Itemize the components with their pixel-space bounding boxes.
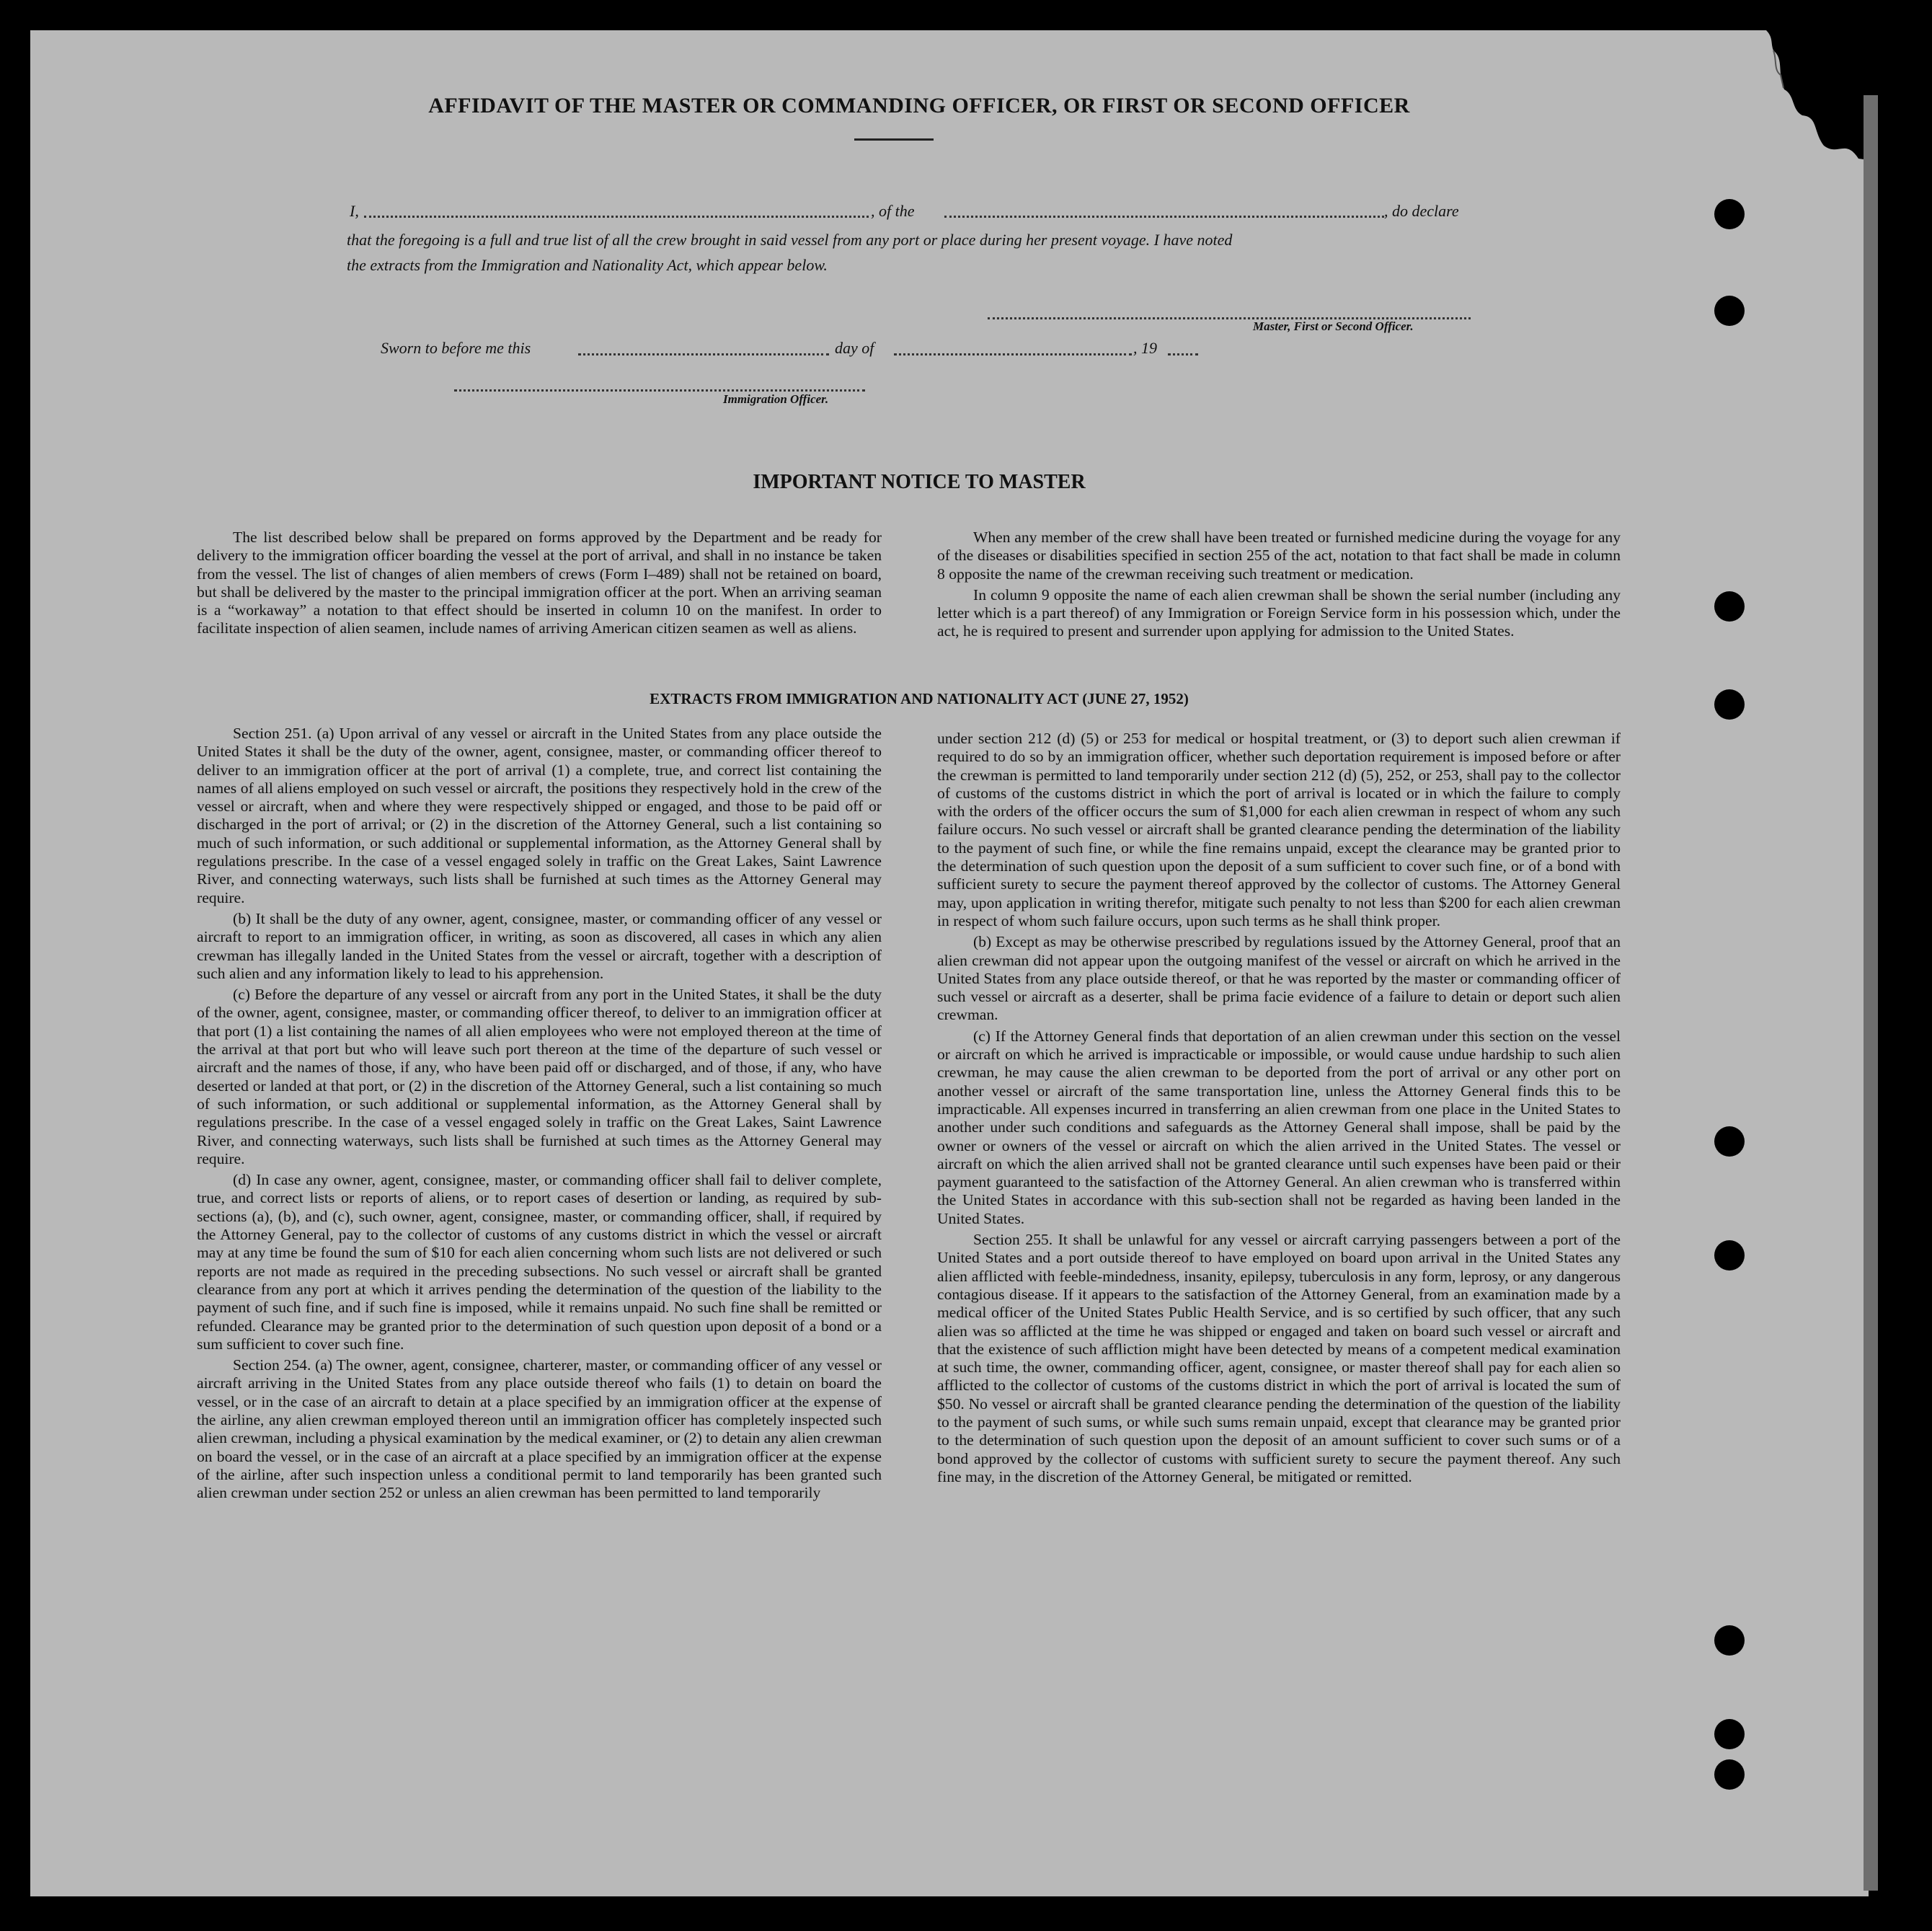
section-255: Section 255. It shall be unlawful for any vessel or aircraft carrying passengers between a port of the United States and a port outside thereof to have employed on board upon arrival in the United States any alien afflicted with feeble-mindedness, insanity, epilepsy, tuberculosis in any form, leprosy, or any dangerous contagious disease. If it appears to the satisfaction of the Attorney General, from an examination made by a medical officer of the United States Public Health Service, and is so certified by such officer, that any such alien was so afflicted at the time he was shipped or engaged and taken on board such vessel or aircraft and that the existence of such affliction might have been detected by means of a competent medical examination at such time, the owner, commanding officer, agent, consignee, or master thereof shall pay for each alien so afflicted to the collector of customs of the customs district in which the port of arrival is located the sum of $50. No vessel or aircraft shall be granted clearance pending the determination of the question of the liability to the payment of such sums, or while such sums remain unpaid, except that clearance may be granted prior to the determination of such question upon the deposit of an amount sufficient to cover such sums or of a bond approved by the collector of customs with sufficient surety to secure the payment thereof. Any such fine may, in the discretion of the Attorney General, be mitigated or remitted. bbox=[937, 1231, 1621, 1485]
extracts-title: EXTRACTS FROM IMMIGRATION AND NATIONALITY ACT (JUNE 27, 1952) bbox=[650, 690, 1189, 707]
affidavit-i: I, bbox=[350, 202, 359, 220]
punch-hole bbox=[1714, 296, 1745, 326]
punch-hole bbox=[1714, 1240, 1745, 1271]
vessel-line[interactable] bbox=[944, 216, 1384, 218]
punch-hole bbox=[1714, 199, 1745, 229]
section-254-c: (c) If the Attorney General finds that deportation of an alien crewman under this section on the vessel or aircraft on which he arrived is impracticable or impossible, or would cause undue hardship to such alien crewman, he may cause the alien crewman to be deported from the port of arrival or any other port on another vessel or aircraft of the same transportation line, unless the Attorney General finds this to be impracticable. All expenses incurred in transferring an alien crewman from one place in the United States to another under such conditions and safeguards as the Attorney General shall impose, shall be paid by the owner or owners of the vessel or aircraft on which the alien arrived in the United States. The vessel or aircraft on which the alien arrived shall not be granted clearance until such expenses have been paid or their payment guaranteed to the satisfaction of the Attorney General. An alien crewman who is transferred within the United States in accordance with this sub-section shall not be regarded as having been landed in the United States. bbox=[937, 1027, 1621, 1227]
notice-paragraph: The list described below shall be prepared on forms approved by the Department and be ready for delivery to the immigration officer boarding the vessel at the port of arrival, and shall in no instance be taken from the vessel. The list of changes of alien members of crews (Form I–489) shall not be retained on board, but shall be delivered by the master to the principal immigration officer at the port. When an arriving seaman is a “workaway” a notation to that effect should be inserted in column 10 on the manifest. In order to facilitate inspection of alien seamen, include names of arriving American citizen seamen as well as aliens. bbox=[197, 529, 882, 637]
officer-signature-line[interactable] bbox=[454, 389, 865, 392]
extracts-right-column bbox=[937, 730, 1621, 1489]
affidavit-of-the: , of the bbox=[871, 202, 915, 220]
section-254-a: Section 254. (a) The owner, agent, consignee, charterer, master, or commanding officer of any vessel or aircraft arriving in the United States from any place outside thereof who fails (1) to detain on board the vessel, or in the case of an aircraft to detain at a place specified by an immigration officer at the expense of the airline, any alien crewman employed thereon until an immigration officer has completely inspected such alien crewman, including a physical examination by the medical examiner, or (2) to detain any alien crewman on board the vessel, or in the case of an aircraft at a place specified by an immigration officer at the expense of the airline, after such inspection unless a conditional permit to land temporarily has been granted such alien crewman under section 252 or unless an alien crewman has been permitted to land temporarily bbox=[197, 1356, 882, 1502]
declaration-line-1: that the foregoing is a full and true list of all the crew brought in said vessel from any port or place during her present voyage. I have noted bbox=[347, 231, 1233, 249]
year-text: , 19 bbox=[1133, 339, 1157, 357]
section-251-d: (d) In case any owner, agent, consignee, master, or commanding officer shall fail to deliver complete, true, and correct lists or reports of aliens, or to report cases of desertion or landing, as required by sub-sections (a), (b), and (c), such owner, agent, consignee, master, or commanding officer, shall, if required by the Attorney General, pay to the collector of customs of any customs district in which the vessel or aircraft may at any time be found the sum of $10 for each alien concerning whom such lists are not delivered or such reports are not made as required in the preceding subsections. No such vessel or aircraft shall be granted clearance from any port at which it arrives pending the determination of the question of the liability to the payment of such fine, and if such fine is imposed, while it remains unpaid. No such fine shall be remitted or refunded. Clearance may be granted prior to the determination of such question upon deposit of a bond or a sum sufficient to cover such fine. bbox=[197, 1171, 882, 1353]
notice-paragraph: When any member of the crew shall have been treated or furnished medicine during the voyage for any of the diseases or disabilities specified in section 255 of the act, notation to that fact shall be made in column 8 opposite the name of the crewman receiving such treatment or medication. bbox=[937, 529, 1621, 583]
master-signature-label: Master, First or Second Officer. bbox=[1253, 319, 1414, 333]
section-251-a: Section 251. (a) Upon arrival of any vessel or aircraft in the United States from any place outside the United States it shall be the duty of the owner, agent, consignee, master, or commanding officer thereof to deliver to an immigration officer at the port of arrival (1) a complete, true, and correct list containing the names of all aliens employed on such vessel or aircraft, the positions they respectively hold in the crew of the vessel or aircraft, when and where they were respectively shipped or engaged, and those to be paid off or discharged in the port of arrival; or (2) in the discretion of the Attorney General, such a list containing so much of such information, or such additional or supplemental information, as the Attorney General shall by regulations prescribe. In the case of a vessel engaged solely in traffic on the Great Lakes, Saint Lawrence River, and connecting waterways, such lists shall be furnished at such times as the Attorney General may require. bbox=[197, 725, 882, 906]
punch-hole bbox=[1714, 1719, 1745, 1749]
punch-hole bbox=[1714, 1126, 1745, 1157]
punch-hole bbox=[1714, 1759, 1745, 1790]
punch-hole bbox=[1714, 1625, 1745, 1656]
sworn-day-line[interactable] bbox=[578, 353, 829, 355]
name-line[interactable] bbox=[364, 216, 869, 218]
sworn-year-line[interactable] bbox=[1168, 353, 1198, 355]
affidavit-title: AFFIDAVIT OF THE MASTER OR COMMANDING OFFICER, OR FIRST OR SECOND OFFICER bbox=[428, 94, 1410, 118]
notice-left-column bbox=[197, 529, 882, 641]
officer-signature-label: Immigration Officer. bbox=[723, 392, 829, 406]
extracts-left-column bbox=[197, 725, 882, 1505]
sworn-month-line[interactable] bbox=[894, 353, 1132, 355]
day-of-text: day of bbox=[835, 339, 874, 357]
sworn-text: Sworn to before me this bbox=[381, 339, 531, 357]
title-rule bbox=[854, 138, 934, 141]
section-254-a-cont: under section 212 (d) (5) or 253 for medical or hospital treatment, or (3) to deport such alien crewman if required to do so by an immigration officer, whether such deportation requirement is imposed before or after the crewman is permitted to land temporarily under section 212 (d) (5), 252, or 253, shall pay to the collector of customs of the customs district in which the port of arrival is located or in which the failure to comply with the orders of the officer occurs the sum of $1,000 for each alien crewman in respect of whom any such failure occurs. No such vessel or aircraft shall be granted clearance pending the determination of the liability to the payment of such fine, or while the fine remains unpaid, except the clearance may be granted prior to the determination of such question upon the deposit of a sum sufficient to cover such fine, or of a bond with sufficient surety to secure the payment thereof approved by the collector of customs. The Attorney General may, upon application in writing therefor, mitigate such penalty to not less than $200 for each alien crewman in respect of whom such failure occurs, upon such terms as he shall think proper. bbox=[937, 730, 1621, 929]
section-251-c: (c) Before the departure of any vessel or aircraft from any port in the United States, it shall be the duty of the owner, agent, consignee, master, or commanding officer thereof, to deliver to an immigration officer at that port (1) a list containing the names of all alien employees who were not employed thereon at the time of the arrival at that port but who will leave such port thereon at the time of the departure of such vessel or aircraft and the names of those, if any, who have been paid off or discharged, and of those, if any, who have deserted or landed at that port, or (2) in the discretion of the Attorney General, such a list containing so much of such information, or such additional or supplemental information, as the Attorney General shall by regulations prescribe. In the case of a vessel engaged solely in traffic on the Great Lakes, Saint Lawrence River, and connecting waterways, such lists shall be furnished at such times as the Attorney General may require. bbox=[197, 986, 882, 1167]
notice-title: IMPORTANT NOTICE TO MASTER bbox=[753, 471, 1086, 493]
punch-hole bbox=[1714, 591, 1745, 622]
notice-paragraph: In column 9 opposite the name of each alien crewman shall be shown the serial number (including any letter which is a part thereof) of any Immigration or Foreign Service form in his possession which, under the act, he is required to present and surrender upon applying for admission to the United States. bbox=[937, 586, 1621, 640]
affidavit-do-declare: , do declare bbox=[1384, 202, 1459, 220]
declaration-line-2: the extracts from the Immigration and Nationality Act, which appear below. bbox=[347, 256, 828, 274]
notice-right-column bbox=[937, 529, 1621, 644]
section-254-b: (b) Except as may be otherwise prescribed by regulations issued by the Attorney General, proof that an alien crewman did not appear upon the outgoing manifest of the vessel or aircraft on which he arrived in the United States from any place outside thereof, or that he was reported by the master or commanding officer of such vessel or aircraft as a deserter, shall be prima facie evidence of a failure to detain or deport such alien crewman. bbox=[937, 933, 1621, 1024]
section-251-b: (b) It shall be the duty of any owner, agent, consignee, master, or commanding officer of any vessel or aircraft to report to an immigration officer, in writing, as soon as discovered, all cases in which any alien crewman has illegally landed in the United States from the vessel or aircraft, together with a description of such alien and any information likely to lead to his apprehension. bbox=[197, 909, 882, 982]
binding-strip bbox=[1864, 95, 1878, 1891]
